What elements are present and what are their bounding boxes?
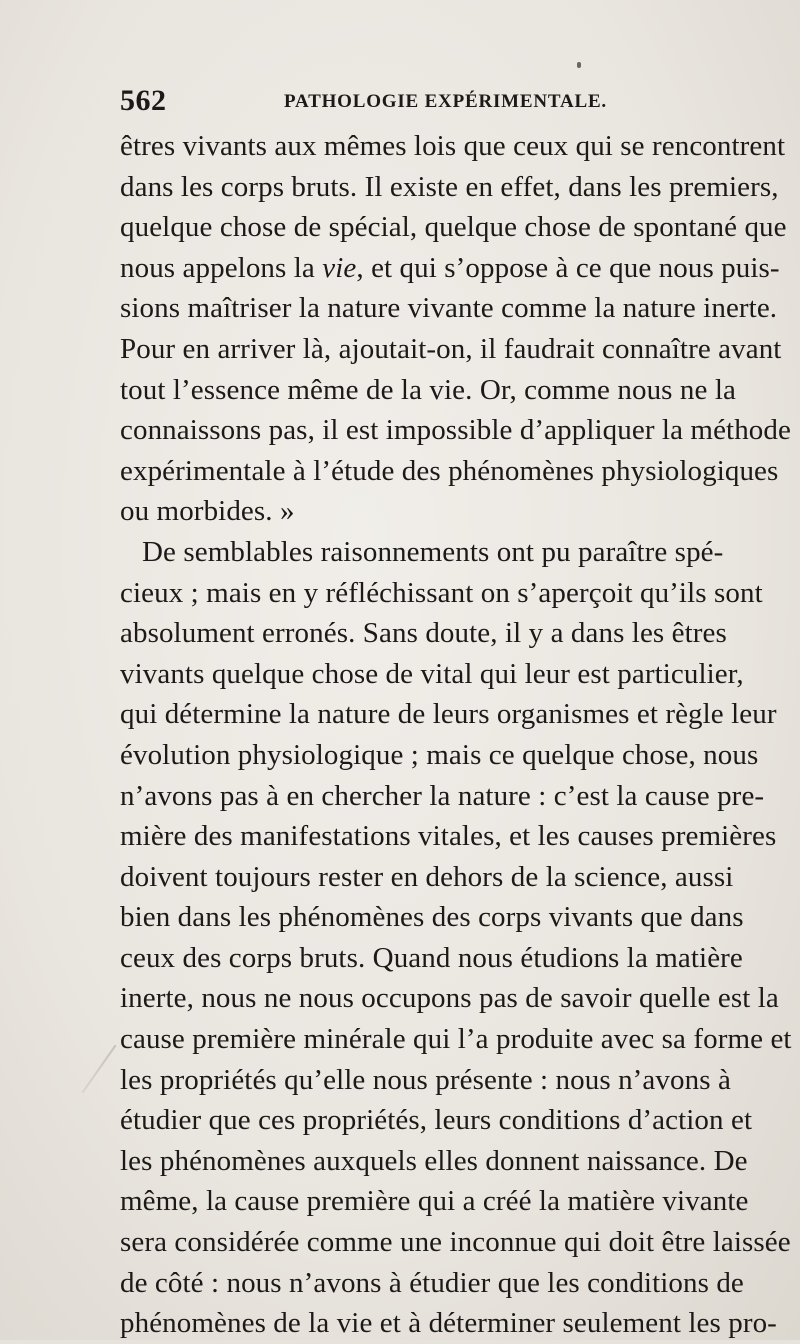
text-line: qui détermine la nature de leurs organismes et règle leur	[120, 698, 777, 731]
text-line: sera considérée comme une inconnue qui doit être laissée	[120, 1226, 791, 1259]
text-line: ou morbides. »	[120, 495, 295, 528]
text-line: phénomènes de la vie et à déterminer seulement les pro-	[120, 1307, 777, 1340]
page-number: 562	[120, 84, 167, 117]
text-line: bien dans les phénomènes des corps vivants que dans	[120, 901, 744, 934]
text-line: vivants quelque chose de vital qui leur est particulier,	[120, 657, 744, 690]
running-title: PATHOLOGIE EXPÉRIMENTALE.	[284, 91, 607, 112]
text-line: dans les corps bruts. Il existe en effet, dans les premiers,	[120, 170, 779, 203]
running-head	[120, 84, 680, 124]
text-line: quelque chose de spécial, quelque chose de spontané que	[120, 211, 787, 244]
text-line: tout l’essence même de la vie. Or, comme nous ne la	[120, 373, 736, 406]
text-line: même, la cause première qui a créé la matière vivante	[120, 1185, 749, 1218]
text-line: les propriétés qu’elle nous présente : nous n’avons à	[120, 1063, 731, 1096]
text-line: de côté : nous n’avons à étudier que les conditions de	[120, 1266, 744, 1299]
text-line: cieux ; mais en y réfléchissant on s’aperçoit qu’ils sont	[120, 576, 763, 609]
body-text	[120, 126, 792, 1344]
text-line: sions maîtriser la nature vivante comme la nature inerte.	[120, 292, 778, 325]
text-line: connaissons pas, il est impossible d’appliquer la méthode	[120, 414, 791, 447]
text-line: absolument erronés. Sans doute, il y a dans les êtres	[120, 617, 727, 650]
paragraph-start-line: De semblables raisonnements ont pu paraître spé-	[142, 535, 724, 568]
text-line: évolution physiologique ; mais ce quelque chose, nous	[120, 738, 759, 771]
text-line: ceux des corps bruts. Quand nous étudions la matière	[120, 941, 743, 974]
text-line: étudier que ces propriétés, leurs conditions d’action et	[120, 1104, 753, 1137]
text-line: Pour en arriver là, ajoutait-on, il faudrait connaître avant	[120, 332, 782, 365]
text-line: les phénomènes auxquels elles donnent naissance. De	[120, 1144, 748, 1177]
text-line: êtres vivants aux mêmes lois que ceux qui se rencontrent	[120, 130, 786, 162]
margin-pencil-mark	[82, 1045, 117, 1094]
text-line: n’avons pas à en chercher la nature : c’est la cause pre-	[120, 779, 765, 812]
text-line: mière des manifestations vitales, et les causes premières	[120, 820, 777, 853]
text-line: nous appelons la vie, et qui s’oppose à ce que nous puis-	[120, 251, 780, 284]
text-line: expérimentale à l’étude des phénomènes physiologiques	[120, 454, 779, 487]
text-line: inerte, nous ne nous occupons pas de savoir quelle est la	[120, 982, 779, 1015]
text-line: doivent toujours rester en dehors de la science, aussi	[120, 860, 734, 893]
text-line: cause première minérale qui l’a produite avec sa forme et	[120, 1023, 792, 1056]
ink-speck	[577, 62, 581, 68]
